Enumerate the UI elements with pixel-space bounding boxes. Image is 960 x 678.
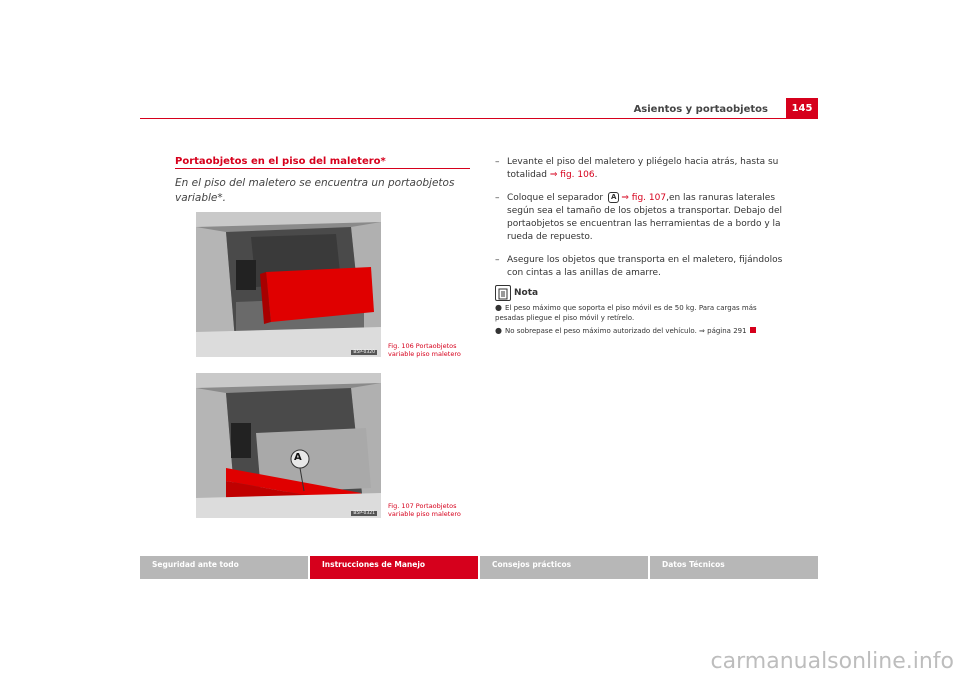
figure-106-caption: Fig. 106 Portaobjetos variable piso maletero [388, 342, 461, 358]
figure-reference-link[interactable]: ⇒ fig. 107 [621, 193, 667, 203]
note-text: El peso máximo que soporta el piso móvil es de 50 kg. Para cargas más pesadas pliegue el piso móvil y retírelo. [495, 304, 757, 322]
trunk-illustration-106 [196, 212, 381, 357]
step-3 [495, 254, 785, 280]
section-intro: En el piso del maletero se encuentra un portaobjetos variable*. [175, 177, 455, 204]
figure-107-marker-a: A [294, 452, 302, 463]
step-dash: – [495, 157, 500, 167]
figure-107-part-number: B5P-0321 [353, 511, 375, 516]
section-end-icon [750, 327, 756, 333]
footer-tab-datos[interactable]: Datos Técnicos [650, 556, 818, 579]
note-icon [495, 285, 511, 301]
footer-nav [140, 556, 818, 579]
watermark: carmanualsonline.info [710, 649, 954, 674]
bullet-icon: ● [495, 326, 502, 335]
separator-tag-a: A [608, 192, 619, 203]
figure-106-trunk-image [196, 212, 381, 357]
note-item [495, 303, 785, 323]
step-text-end: . [594, 170, 598, 180]
step-2 [495, 192, 785, 244]
step-1 [495, 156, 785, 182]
instruction-steps [495, 156, 785, 290]
note-list [495, 303, 785, 339]
figure-107-trunk-image [196, 373, 381, 518]
running-header-title: Asientos y portaobjetos [633, 104, 768, 115]
note-label: Nota [514, 288, 539, 298]
step-text-end: ,en las ranuras laterales según sea el tamaño de los objetos a transportar. Debajo del portaobjetos se encuentran las herramientas de a bordo y la rueda de repuesto. [507, 193, 783, 242]
footer-tab-instrucciones[interactable]: Instrucciones de Manejo [310, 556, 478, 579]
note-item [495, 326, 785, 336]
figure-107-caption: Fig. 107 Portaobjetos variable piso maletero [388, 502, 461, 518]
footer-tab-seguridad[interactable]: Seguridad ante todo [140, 556, 308, 579]
header-rule [140, 118, 818, 119]
figure-reference-link[interactable]: ⇒ fig. 106 [549, 170, 595, 180]
page-number: 145 [786, 98, 818, 118]
bullet-icon: ● [495, 303, 502, 312]
figure-106-part-number: B5P-0320 [353, 350, 375, 355]
step-dash: – [495, 255, 500, 265]
section-rule [175, 168, 470, 169]
step-dash: – [495, 193, 500, 203]
note-header [495, 285, 785, 301]
trunk-illustration-107 [196, 373, 381, 518]
section-title: Portaobjetos en el piso del maletero* [175, 156, 386, 167]
step-text: Asegure los objetos que transporta en el maletero, fijándolos con cintas a las anillas de amarre. [507, 255, 783, 278]
step-text: Coloque el separador [507, 193, 606, 203]
footer-tab-consejos[interactable]: Consejos prácticos [480, 556, 648, 579]
step-text: Levante el piso del maletero y pliégelo hacia atrás, hasta su totalidad [507, 157, 779, 180]
note-text: No sobrepase el peso máximo autorizado del vehículo. ⇒ página 291 [504, 327, 747, 335]
